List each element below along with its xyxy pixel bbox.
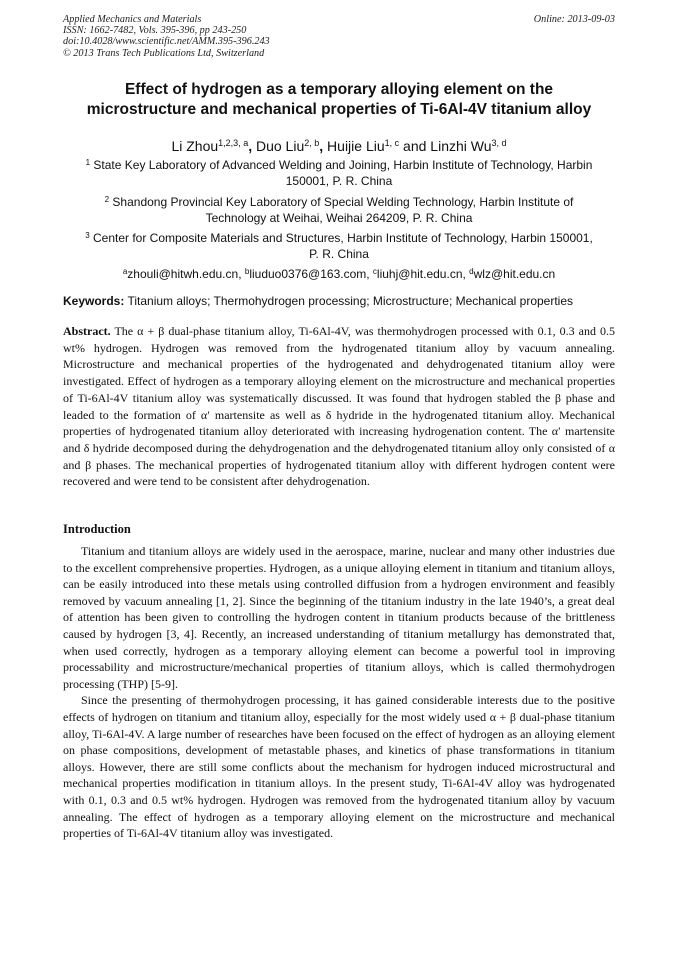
section-heading-introduction: Introduction — [63, 522, 131, 536]
journal-header — [63, 14, 615, 59]
affiliation-1 — [63, 155, 615, 189]
keywords-label: Keywords: — [63, 294, 125, 308]
journal-doi: doi:10.4028/www.scientific.net/AMM.395-396.243 — [63, 36, 270, 48]
affiliation-2 — [63, 192, 615, 226]
author-separator: , — [319, 138, 328, 154]
affiliation-text: Shandong Provincial Key Laboratory of Special Welding Technology, Harbin Institute of — [112, 195, 574, 209]
abstract-label: Abstract. — [63, 324, 111, 338]
journal-copyright: © 2013 Trans Tech Publications Ltd, Switzerland — [63, 47, 265, 59]
email-mark: a — [122, 267, 128, 276]
abstract — [63, 323, 615, 490]
author-name: Li Zhou — [171, 138, 219, 154]
journal-name: Applied Mechanics and Materials — [63, 14, 202, 25]
affiliation-text: Center for Composite Materials and Structures, Harbin Institute of Technology, Harbin 150001, — [92, 231, 593, 245]
email-address: wlz@hit.edu.cn — [473, 267, 556, 281]
email-address: liuhj@hit.edu.cn — [376, 267, 463, 281]
affiliation-text: 150001, P. R. China — [285, 173, 393, 188]
author-affiliation-mark: 3, d — [491, 138, 507, 148]
abstract-text: The α + β dual-phase titanium alloy, Ti-6Al-4V, was thermohydrogen processed with 0.1, 0.3 and 0.5 wt% hydrogen. Hydrogen was removed from the hydrogenated titanium alloy by vacuum annealing. Microstructure and mechanical properties of the hydrogenated and dehydrogenated titanium alloy were investigated. Effect of hydrogen as a temporary alloying element on the microstructure and mechanical properties of Ti-6Al-4V titanium alloy was systematically discussed. It was found that hydrogen stabled the β phase and leaded to the formation of α′ martensite as well as δ hydride in the hydrogenated titanium alloy. Mechanical properties of hydrogenated titanium alloy deteriorated with increasing hydrogenation content. The α′ martensite and δ hydride decomposed during the dehydrogenation and the dehydrogenated titanium alloy only consisted of α and β phases. The mechanical properties of hydrogenated titanium alloy with different hydrogen content were recovered and were tend to be consistent after dehydrogenation. — [63, 324, 615, 489]
affiliation-3 — [63, 228, 615, 262]
online-date: Online: 2013-09-03 — [533, 14, 615, 25]
introduction-body — [63, 543, 615, 842]
paragraph: Since the presenting of thermohydrogen processing, it has gained considerable interests due to the positive effects of hydrogen on titanium and titanium alloy, especially for the most widely used α + β dual-phase titanium alloy, Ti-6Al-4V. A large number of researches have been focused on the effect of hydrogen as an alloying element on phase compositions, development of metastable phases, and kinetics of phase transformations in titanium alloys. However, there are still some conflicts about the mechanism for hydrogen induced microstructural and mechanical properties modification in titanium alloys. In the present study, Ti-6Al-4V alloy was hydrogenated with 0.1, 0.3 and 0.5 wt% hydrogen. Hydrogen was removed from the hydrogenated titanium alloy by vacuum annealing. The effect of hydrogen as a temporary alloying element on the microstructure and mechanical properties of Ti-6Al-4V titanium alloy was investigated. — [63, 693, 615, 841]
affiliation-number: 3 — [85, 231, 90, 240]
author-affiliation-mark: 2, b — [304, 138, 320, 148]
author-separator: and — [399, 138, 431, 154]
email-mark: d — [469, 267, 474, 276]
email-address: liuduo0376@163.com — [249, 267, 367, 281]
author-separator: , — [248, 138, 256, 154]
author-name: Duo Liu — [255, 138, 305, 154]
author-affiliation-mark: 1,2,3, a — [218, 138, 249, 148]
affiliation-number: 2 — [104, 195, 110, 204]
paper-title — [63, 80, 615, 120]
keywords-text: Titanium alloys; Thermohydrogen processing; Microstructure; Mechanical properties — [127, 294, 574, 308]
email-mark: b — [244, 267, 250, 276]
affiliation-text: State Key Laboratory of Advanced Welding and Joining, Harbin Institute of Technology, Harbin — [93, 158, 593, 172]
email-list: $^a$zhouli@hitwh.edu.cn, $^b$liuduo0376@163.com, $^c$liuhj@hit.edu.cn, $^d$wlz@hit.edu.cn — [122, 267, 556, 281]
keywords — [63, 294, 615, 309]
author-affiliation-mark: 1, c — [384, 138, 400, 148]
author-name: Linzhi Wu — [430, 138, 492, 154]
affiliation-text: P. R. China — [309, 246, 369, 261]
paragraph: Titanium and titanium alloys are widely used in the aerospace, marine, nuclear and many other industries due to the excellent comprehensive properties. Hydrogen, as a unique alloying element in titanium and titanium alloys, can be easily introduced into these metals using controlled diffusion from a hydrogen environment and feasibly removed by vacuum annealing [1, 2]. Since the beginning of the titanium industry in the late 1940’s, a great deal of attention has been given to controlling the hydrogen content in titanium products because of the brittleness caused by hydrogen [3, 4]. Recently, an increased understanding of titanium metallurgy has demonstrated that, when used correctly, hydrogen as a temporary alloying element can become a powerful tool in improving processability and microstructure/mechanical properties of titanium alloys, which is called thermohydrogen processing (THP) [5-9]. — [63, 544, 615, 691]
journal-issn: ISSN: 1662-7482, Vols. 395-396, pp 243-250 — [63, 25, 247, 37]
author-list — [63, 134, 615, 155]
paper-title-line-1: Effect of hydrogen as a temporary alloying element on the — [124, 81, 554, 98]
affiliation-number: 1 — [85, 158, 91, 167]
paper-title-line-2: microstructure and mechanical properties of Ti-6Al-4V titanium alloy — [86, 101, 592, 118]
author-name: Huijie Liu — [327, 138, 385, 154]
email-address: zhouli@hitwh.edu.cn — [127, 267, 239, 281]
affiliation-text: Technology at Weihai, Weihai 264209, P. R. China — [205, 210, 473, 225]
email-mark: c — [372, 267, 377, 276]
